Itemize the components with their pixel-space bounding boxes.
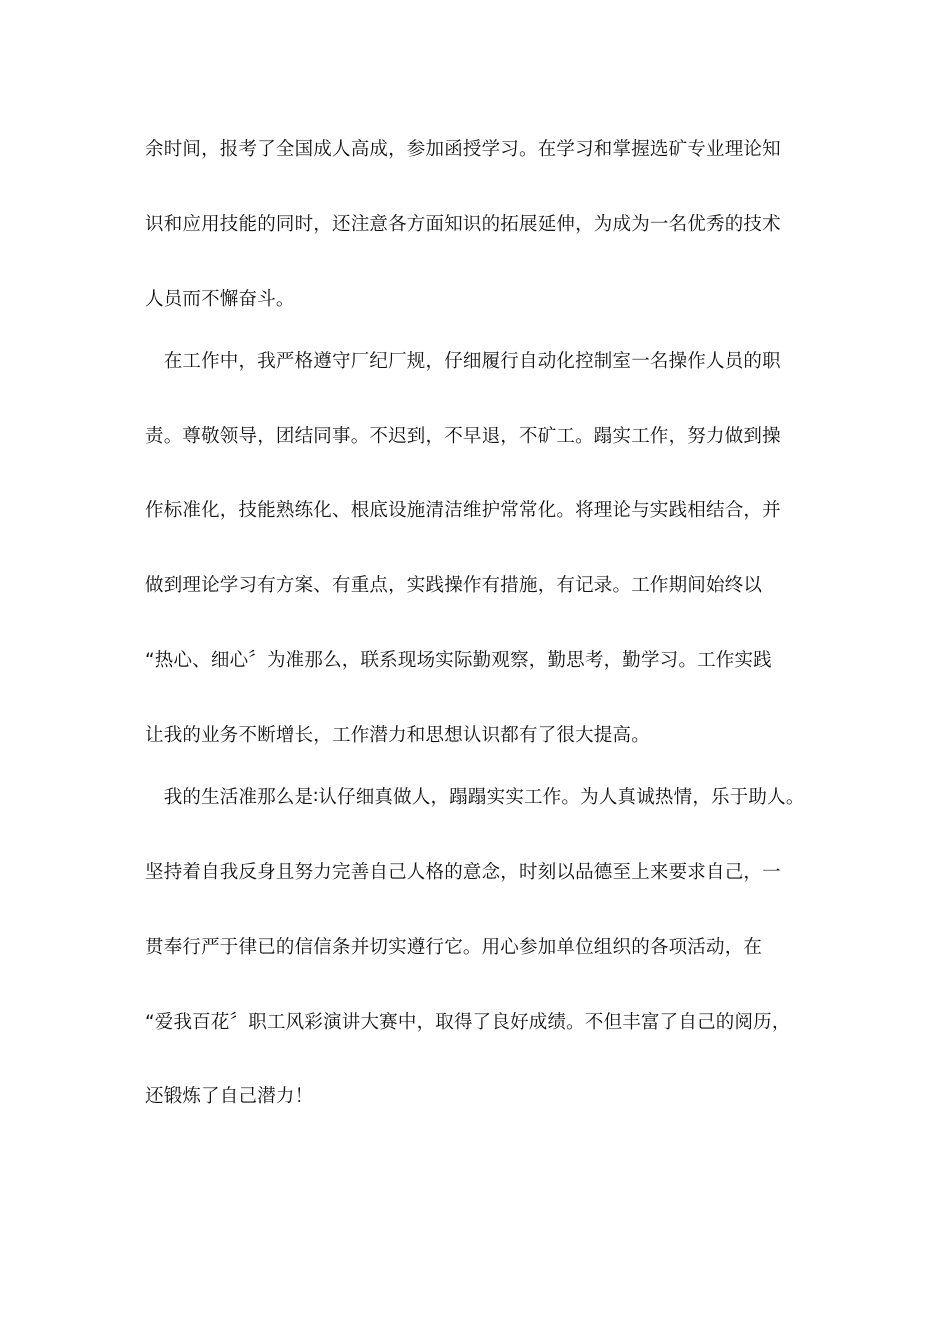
text-line: “热心、细心〞为准那么，联系现场实际勤观察，勤思考，勤学习。工作实践 <box>145 650 772 671</box>
text-line: 让我的业务不断增长，工作潜力和思想认识都有了很大提高。 <box>145 725 650 746</box>
text-line: 我的生活准那么是∶认仔细真做人，蹋蹋实实工作。为人真诚热情，乐于助人。 <box>145 787 805 808</box>
text-line: 坚持着自我反身且努力完善自己人格的意念，时刻以品德至上来要求自己，一 <box>145 862 781 883</box>
text-line: 余时间，报考了全国成人高成，参加函授学习。在学习和掌握选矿专业理论知 <box>145 139 781 160</box>
text-line: 责。尊敬领导，团结同事。不迟到，不早退，不矿工。蹋实工作，努力做到操 <box>145 426 781 447</box>
text-line: 还锻炼了自己潜力！ <box>145 1086 314 1107</box>
text-line: “爱我百花〞职工风彩演讲大赛中，取得了良好成绩。不但丰富了自己的阅历， <box>145 1012 791 1033</box>
text-line: 人员而不懈奋斗。 <box>145 289 295 310</box>
text-line: 识和应用技能的同时，还注意各方面知识的拓展延伸，为成为一名优秀的技术 <box>145 214 781 235</box>
text-line: 做到理论学习有方案、有重点，实践操作有措施，有记录。工作期间始终以 <box>145 575 763 596</box>
text-line: 贯奉行严于律已的信信条并切实遵行它。用心参加单位组织的各项活动，在 <box>145 937 763 958</box>
text-line: 在工作中，我严格遵守厂纪厂规，仔细履行自动化控制室一名操作人员的职 <box>145 351 781 372</box>
text-line: 作标准化，技能熟练化、根底设施清洁维护常常化。将理论与实践相结合，并 <box>145 500 781 521</box>
